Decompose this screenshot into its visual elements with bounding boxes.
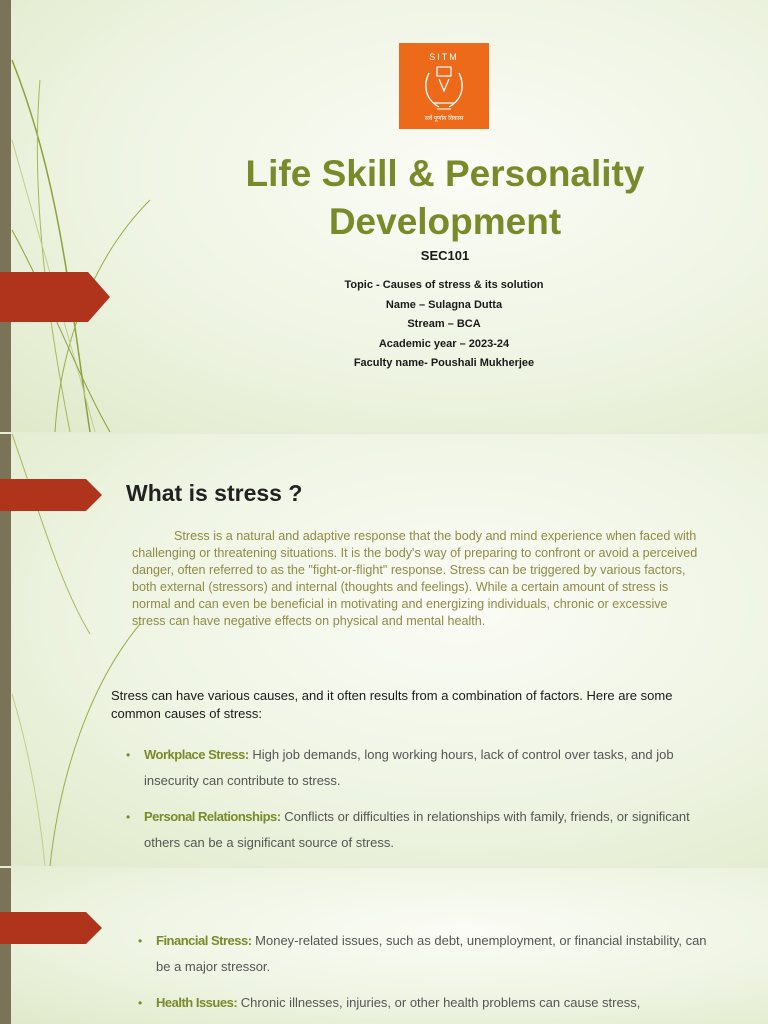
course-code: SEC101 [420,248,470,263]
logo-motto: सर्वं पूर्णाय विकास [424,116,464,122]
causes-continued-slide [0,868,768,1024]
left-accent-bar [0,868,11,1024]
bullet-text: Conflicts or difficulties in relationships with family, friends, or significant others can be a significant source of stress. [144,809,690,850]
causes-list [126,742,706,866]
bullet-icon: • [138,934,143,948]
arrow-tab-icon [0,479,102,511]
arrow-tab-icon [0,912,102,944]
bullet-icon: • [138,996,143,1010]
list-item [126,804,706,856]
faculty-line: Faculty name- Poushali Mukherjee [353,357,535,369]
title-slide [0,0,768,432]
title-info-block [300,276,588,374]
bullet-term: Financial Stress: [156,933,252,948]
name-line: Name – Sulagna Dutta [385,298,503,311]
bullet-icon: • [126,748,131,762]
arrow-tab-icon [0,272,110,322]
causes-intro: Stress can have various causes, and it often results from a combination of factors. Here are some common causes of stress: [111,688,673,721]
causes-list [138,928,718,1024]
bullet-term: Workplace Stress: [144,747,249,762]
topic-line: Topic - Causes of stress & its solution [344,279,544,291]
presentation-title: Life Skill & Personality Development [245,153,645,242]
bullet-text: High job demands, long working hours, lack of control over tasks, and job insecurity can contribute to stress. [144,747,674,788]
list-item [126,742,706,794]
definition-paragraph: Stress is a natural and adaptive response that the body and mind experience when faced with challenging or threatening situations. It is the body's way of preparing to confront or avoid a perceived danger, often referred to as the "fight-or-flight" response. Stress can be triggered by various factors, both external (stressors) and internal (thoughts and feelings). While a certain amount of stress is normal and can even be beneficial in motivating and energizing individuals, chronic or excessive stress can have negative effects on physical and mental health. [132,529,698,628]
bullet-text: Chronic illnesses, injuries, or other health problems can cause stress, [237,995,641,1010]
bullet-icon: • [126,810,131,824]
list-item [138,928,718,980]
academic-year-line: Academic year – 2023-24 [378,337,510,350]
list-item [138,990,718,1016]
stream-line: Stream – BCA [407,318,481,330]
what-is-stress-slide [0,434,768,866]
logo-text: SITM [429,52,459,62]
bullet-term: Health Issues: [156,995,238,1010]
slide-heading: What is stress ? [126,480,303,506]
sitm-logo [399,43,489,129]
bullet-text: Money-related issues, such as debt, unemployment, or financial instability, can be a major stressor. [156,933,707,974]
bullet-term: Personal Relationships: [144,809,281,824]
